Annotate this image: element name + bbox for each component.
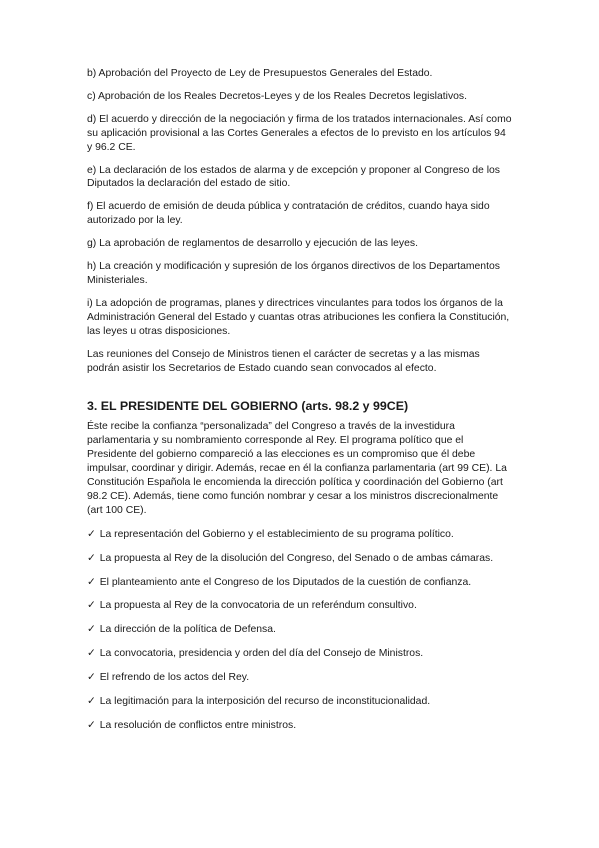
section-heading: 3. EL PRESIDENTE DEL GOBIERNO (arts. 98.2 y 99CE): [87, 399, 409, 414]
check-icon: ✓: [87, 672, 96, 684]
intro-paragraph: Éste recibe la confianza “personalizada” del Congreso a través de la investidura parlamentaria y su nombramiento corresponde al Rey. El programa político que el Presidente del gobierno compareció a las elecciones es un compromiso que él debe impulsar, coordinar y dirigir. Además, recae en él la confianza parlamentaria (art 99 CE). La Constitución Española le encomienda la dirección política y coordinación del Gobierno (art 98.2 CE). Además, tiene como función nombrar y cesar a los ministros discrecionalmente (art 100 CE).: [87, 421, 507, 516]
function-item: [87, 647, 512, 661]
function-item: [87, 576, 512, 590]
function-item: [87, 599, 512, 613]
meetings-paragraph: Las reuniones del Consejo de Ministros tienen el carácter de secretas y a las mismas podrán asistir los Secretarios de Estado cuando sean convocados al efecto.: [87, 348, 480, 374]
list-item-b: b) Aprobación del Proyecto de Ley de Presupuestos Generales del Estado.: [87, 68, 433, 79]
function-item: [87, 719, 512, 733]
list-item-g: g) La aprobación de reglamentos de desarrollo y ejecución de las leyes.: [87, 238, 418, 250]
function-text: La legitimación para la interposición del recurso de inconstitucionalidad.: [99, 696, 431, 708]
check-icon: ✓: [87, 696, 96, 708]
list-item-c: c) Aprobación de los Reales Decretos-Leyes y de los Reales Decretos legislativos.: [87, 90, 468, 102]
check-icon: ✓: [87, 552, 96, 564]
function-item: [87, 552, 512, 566]
function-text: La propuesta al Rey de la convocatoria de un referéndum consultivo.: [99, 600, 417, 612]
check-icon: ✓: [87, 528, 96, 540]
check-icon: ✓: [87, 720, 96, 731]
function-item: [87, 671, 512, 685]
list-item-h: h) La creación y modificación y supresión de los órganos directivos de los Departamentos Ministeriales.: [87, 261, 500, 286]
check-icon: ✓: [87, 648, 96, 660]
function-text: La convocatoria, presidencia y orden del día del Consejo de Ministros.: [99, 648, 424, 660]
list-item-f: f) El acuerdo de emisión de deuda pública y contratación de créditos, cuando haya sido autorizado por la ley.: [87, 201, 490, 227]
function-text: La resolución de conflictos entre ministros.: [99, 720, 297, 731]
check-icon: ✓: [87, 576, 96, 588]
function-item: [87, 623, 512, 637]
function-item: [87, 528, 512, 542]
list-item-e: e) La declaración de los estados de alarma y de excepción y proponer al Congreso de los Diputados la declaración del estado de sitio.: [87, 164, 500, 190]
function-text: El refrendo de los actos del Rey.: [99, 672, 250, 684]
page-content: [87, 67, 512, 743]
function-text: La dirección de la política de Defensa.: [99, 624, 276, 636]
list-item-i: i) La adopción de programas, planes y directrices vinculantes para todos los órganos de la Administración General del Estado y cuantas otras atribuciones les confiera la Constitución, las leyes u otras disposiciones.: [87, 297, 510, 337]
check-icon: ✓: [87, 624, 96, 636]
list-item-d: d) El acuerdo y dirección de la negociación y firma de los tratados internacionales. Así como su aplicación provisional a las Cortes Generales a efectos de lo previsto en los artículos 94 y 96.2 CE.: [87, 113, 512, 153]
function-text: La representación del Gobierno y el establecimiento de su programa político.: [99, 528, 454, 540]
function-item: [87, 695, 512, 709]
check-icon: ✓: [87, 600, 96, 612]
function-text: El planteamiento ante el Congreso de los Diputados de la cuestión de confianza.: [99, 576, 472, 588]
function-text: La propuesta al Rey de la disolución del Congreso, del Senado o de ambas cámaras.: [99, 552, 494, 564]
